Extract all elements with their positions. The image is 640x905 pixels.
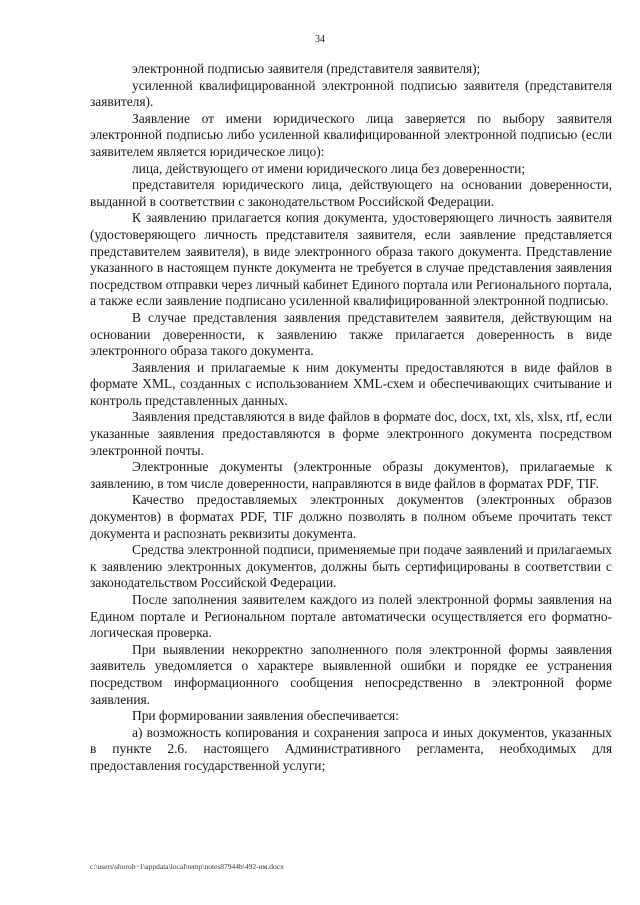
footer-file-path: c:\users\shoroh~1\appdata\local\temp\notes87944b\492-им.docx — [90, 862, 284, 871]
paragraph: Заявление от имени юридического лица заверяется по выбору заявителя электронной подписью либо усиленной квалифицированной электронной подписью (если заявителем является юридическое лицо): — [90, 110, 612, 159]
paragraph: электронной подписью заявителя (представителя заявителя); — [132, 61, 481, 76]
paragraph: При выявлении некорректно заполненного поля электронной формы заявления заявитель уведомляется о характере выявленной ошибки и порядке ее устранения посредством информационного сообщения непосредственно в электронной форме заявления. — [90, 641, 612, 707]
paragraph: Заявления представляются в виде файлов в формате doc, docx, txt, xls, xlsx, rtf, если указанные заявления предоставляются в форме электронного документа посредством электронной почты. — [90, 409, 612, 458]
paragraph: усиленной квалифицированной электронной подписью заявителя (представителя заявителя). — [90, 77, 612, 110]
paragraph: а) возможность копирования и сохранения запроса и иных документов, указанных в пункте 2.6. настоящего Административного регламента, необходимых для предоставления государственной услуги; — [90, 724, 612, 773]
paragraph: При формировании заявления обеспечивается: — [132, 708, 399, 724]
page-number: 34 — [315, 34, 325, 45]
paragraph: К заявлению прилагается копия документа, удостоверяющего личность заявителя (удостоверяющего личность представителя заявителя, если заявление представляется представителем заявителя), в виде электронного образа такого документа. Представление указанного в настоящем пункте документа не требуется в случае представления заявления посредством отправки через личный кабинет Единого портала или Регионального портала, а также если заявление подписано усиленной квалифицированной электронной подписью. — [90, 210, 612, 309]
paragraph: лица, действующего от имени юридического лица без доверенности; — [132, 160, 526, 176]
paragraph: После заполнения заявителем каждого из полей электронной формы заявления на Едином портале и Региональном портале автоматически осуществляется его форматно-логическая проверка. — [90, 592, 612, 641]
document-body — [90, 61, 612, 775]
paragraph: Заявления и прилагаемые к ним документы предоставляются в виде файлов в формате XML, созданных с использованием XML-схем и обеспечивающих считывание и контроль представленных данных. — [90, 359, 612, 408]
paragraph: представителя юридического лица, действующего на основании доверенности, выданной в соответствии с законодательством Российской Федерации. — [90, 177, 612, 209]
paragraph: В случае представления заявления представителем заявителя, действующим на основании доверенности, к заявлению также прилагается доверенность в виде электронного образа такого документа. — [90, 309, 612, 359]
paragraph: Качество предоставляемых электронных документов (электронных образов документов) в форматах PDF, TIF должно позволять в полном объеме прочитать текст документа и распознать реквизиты документа. — [90, 492, 612, 541]
paragraph: Средства электронной подписи, применяемые при подаче заявлений и прилагаемых к заявлению электронных документов, должны быть сертифицированы в соответствии с законодательством Российской Федерации. — [90, 542, 612, 591]
paragraph: Электронные документы (электронные образы документов), прилагаемые к заявлению, в том числе доверенности, направляются в виде файлов в форматах PDF, TIF. — [90, 459, 612, 491]
